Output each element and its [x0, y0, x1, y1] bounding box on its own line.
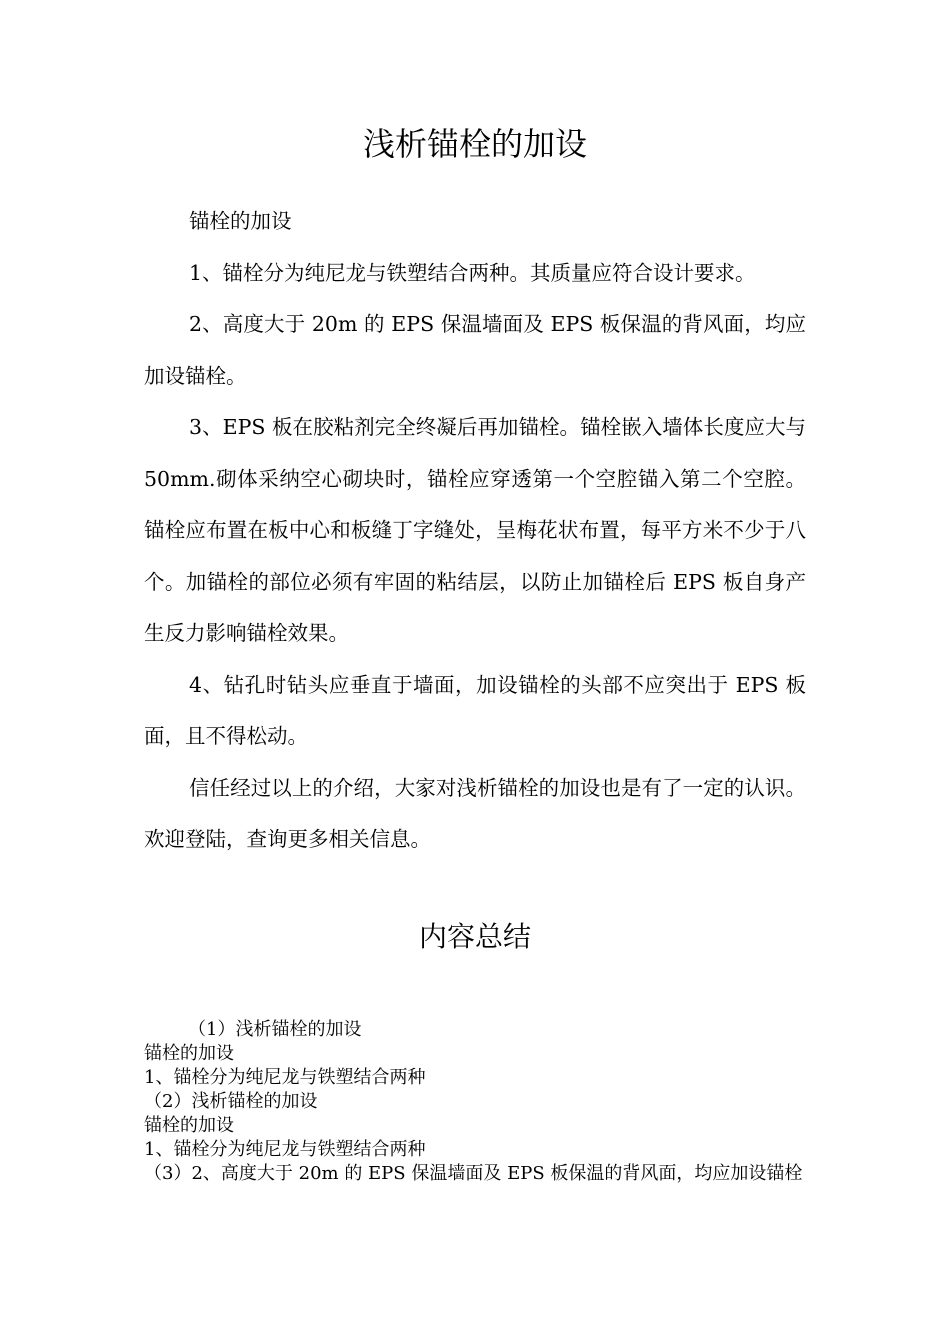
- summary-line: 1、锚栓分为纯尼龙与铁塑结合两种: [144, 1067, 426, 1088]
- paragraph-item-2: 2、高度大于 20m 的 EPS 保温墙面及 EPS 板保温的背风面，均应加设锚栓。: [144, 312, 806, 388]
- summary-line: （1）浅析锚栓的加设: [188, 1019, 362, 1040]
- paragraph-item-1: 1、锚栓分为纯尼龙与铁塑结合两种。其质量应符合设计要求。: [189, 260, 756, 285]
- summary-line: 1、锚栓分为纯尼龙与铁塑结合两种: [144, 1139, 426, 1160]
- summary-section: [144, 1018, 804, 1186]
- document-title: 浅析锚栓的加设: [362, 125, 587, 163]
- summary-line: （2）浅析锚栓的加设: [144, 1091, 318, 1112]
- paragraph-item-4: 4、钻孔时钻头应垂直于墙面，加设锚栓的头部不应突出于 EPS 板面，且不得松动。: [144, 672, 806, 748]
- paragraph-heading: 锚栓的加设: [189, 209, 292, 233]
- summary-line: （3）2、高度大于 20m 的 EPS 保温墙面及 EPS 板保温的背风面，均应加设锚栓: [144, 1163, 803, 1184]
- paragraph-item-3: 3、EPS 板在胶粘剂完全终凝后再加锚栓。锚栓嵌入墙体长度应大与 50mm.砌体采纳空心砌块时，锚栓应穿透第一个空腔锚入第二个空腔。锚栓应布置在板中心和板缝丁字缝处，呈梅花状布置，每平方米不少于八个。加锚栓的部位必须有牢固的粘结层，以防止加锚栓后 EPS 板自身产生反力影响锚栓效果。: [144, 415, 806, 645]
- summary-line: 锚栓的加设: [144, 1043, 234, 1064]
- paragraph-conclusion: 信任经过以上的介绍，大家对浅析锚栓的加设也是有了一定的认识。欢迎登陆，查询更多相关信息。: [144, 775, 806, 851]
- summary-line: 锚栓的加设: [144, 1115, 234, 1136]
- document-body: [144, 196, 806, 866]
- summary-title: 内容总结: [418, 920, 531, 953]
